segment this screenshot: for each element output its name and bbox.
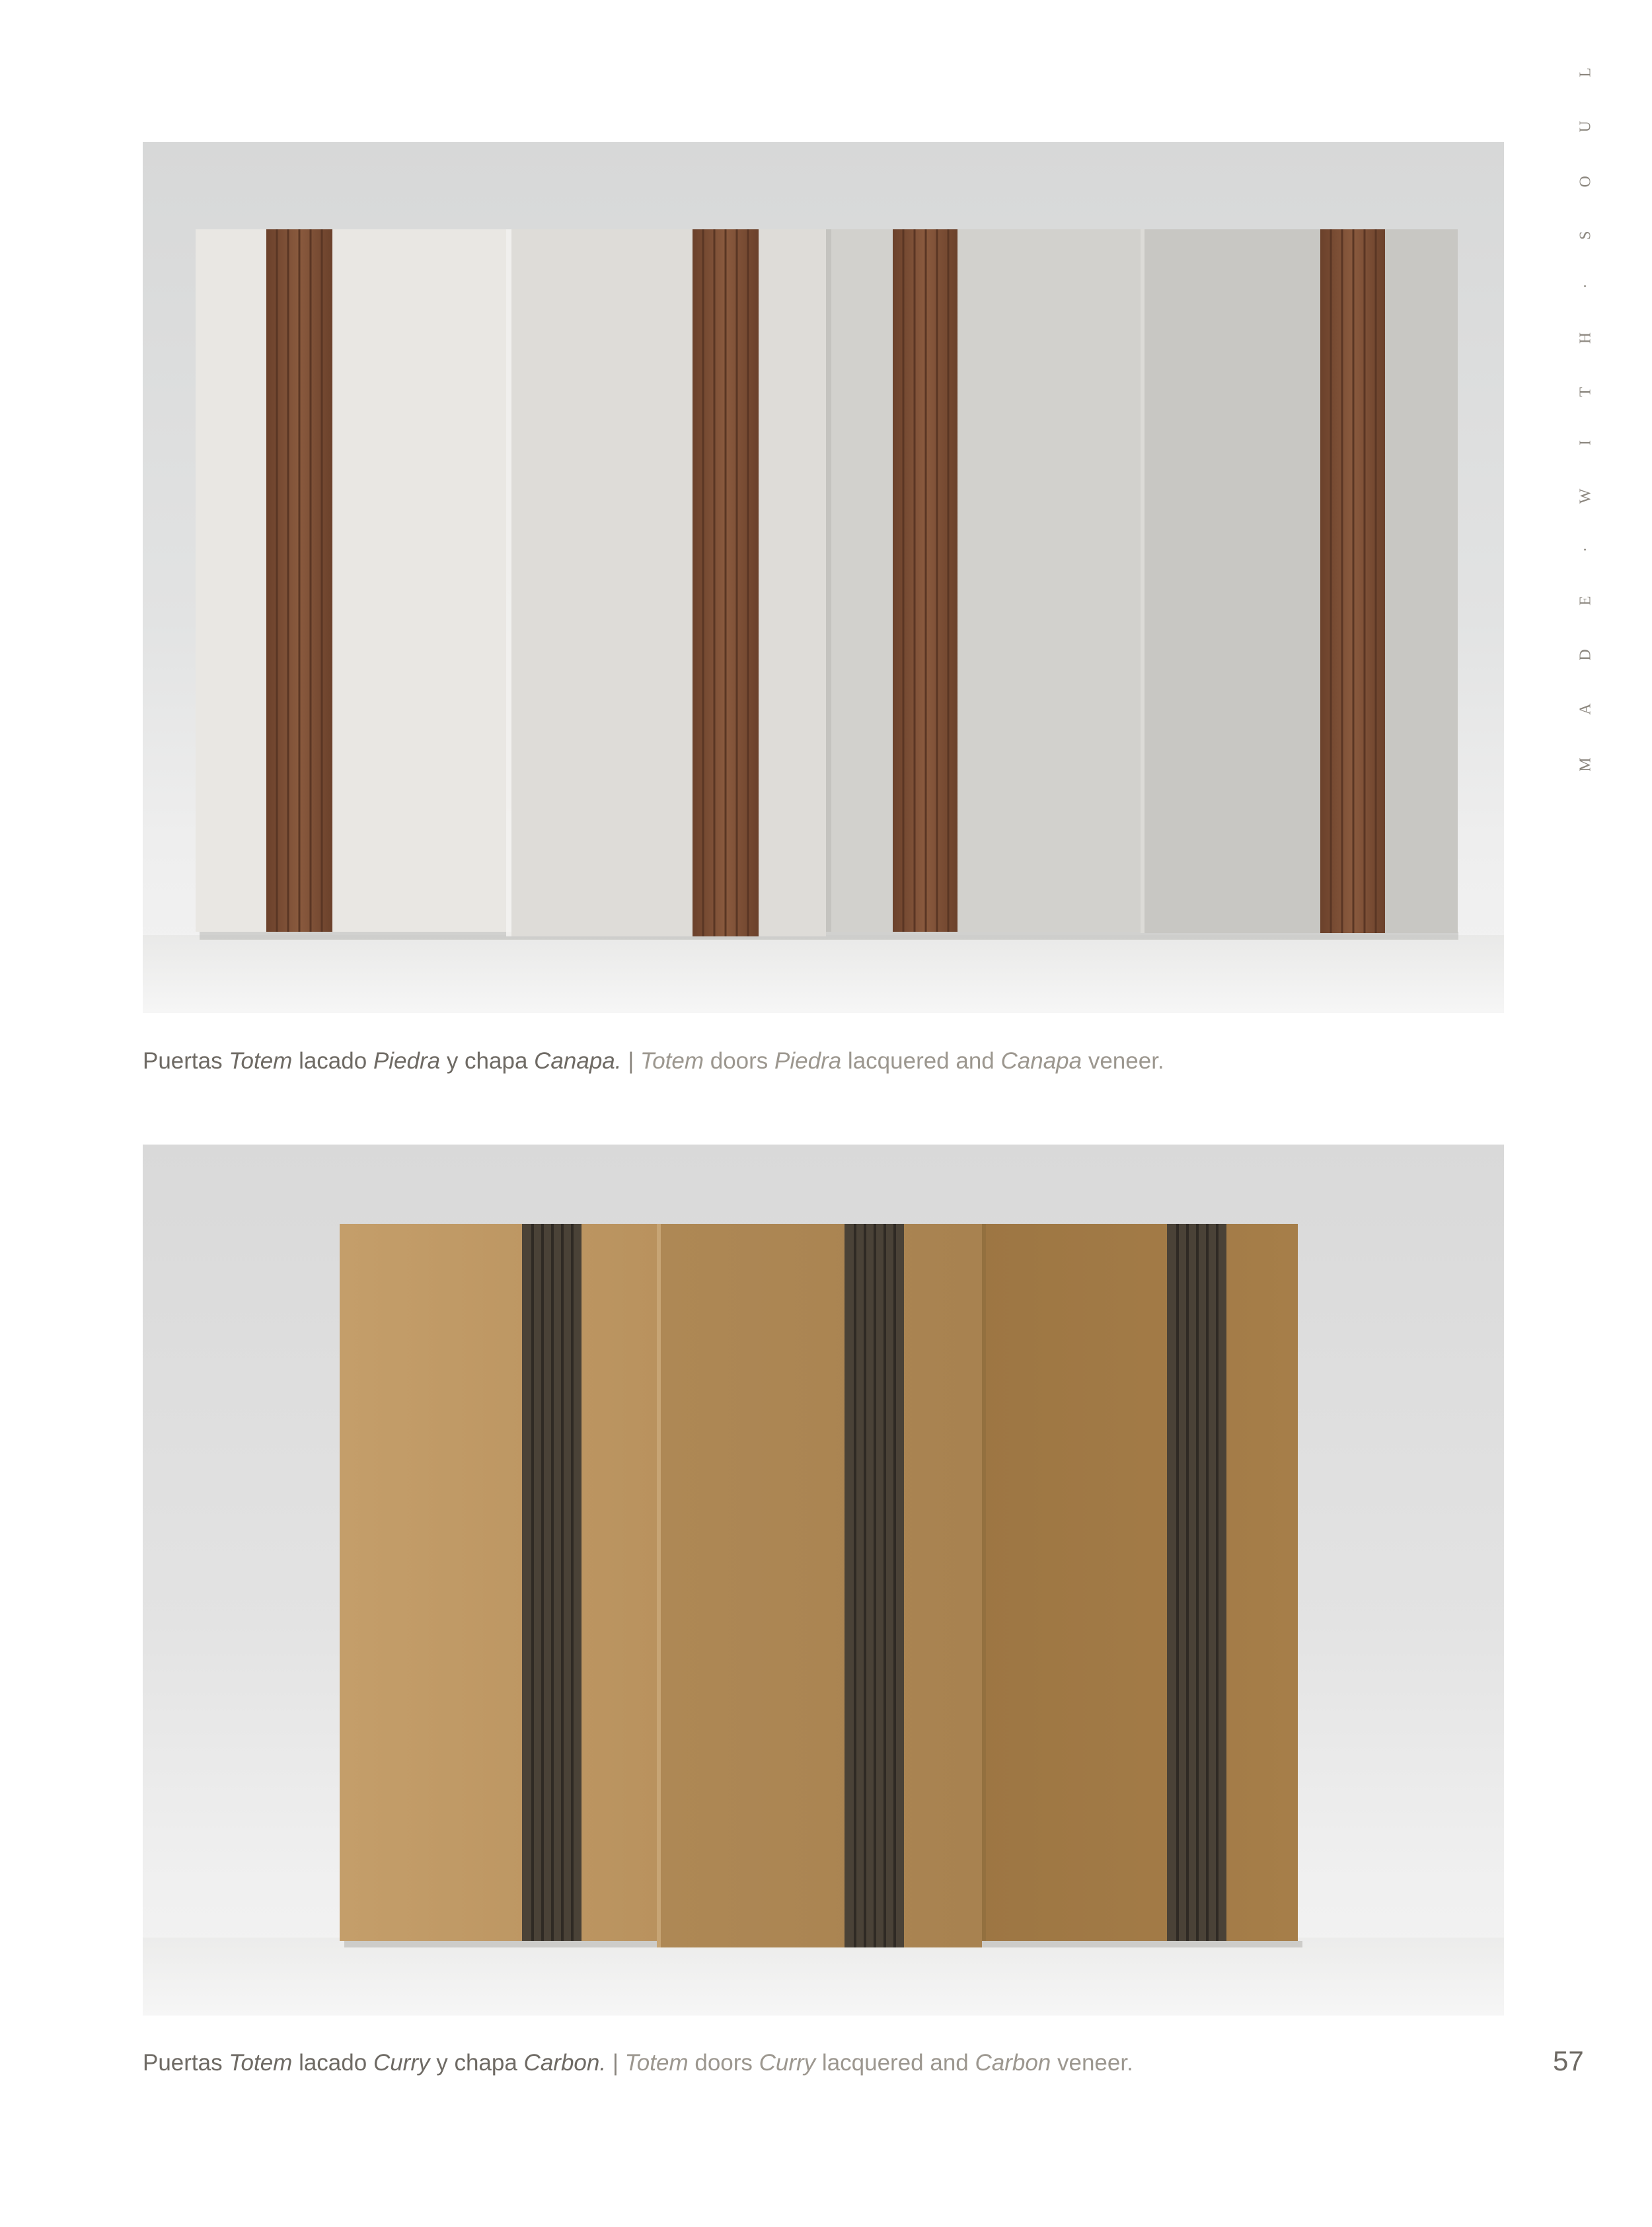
door-2 [511,229,826,936]
product-photo-curry-carbon [143,1145,1504,2016]
caption-1-spanish: Puertas Totem lacado Piedra y chapa Canapa. [143,1048,622,1074]
caption-2-spanish: Puertas Totem lacado Curry y chapa Carbon. [143,2050,607,2076]
door-2-edge [657,1224,661,1947]
photo-caption-2 [143,2049,1464,2078]
wardrobe-illustration-piedra [143,142,1504,1013]
caption-2-english: Totem doors Curry lacquered and Carbon veneer. [624,2050,1133,2076]
door-3 [830,229,1141,932]
page-number: 57 [1553,2045,1584,2076]
caption-separator: | [628,1048,634,1074]
door-2 [660,1224,982,1947]
wardrobe-illustration-curry [143,1145,1504,2016]
floor [143,935,1504,1013]
door-3-edge [982,1224,986,1941]
floor [143,1938,1504,2016]
door-4 [1141,229,1458,933]
photo-caption-1 [143,1047,1464,1076]
door-3 [982,1224,1298,1941]
caption-1-english: Totem doors Piedra lacquered and Canapa veneer. [640,1048,1164,1074]
product-photo-piedra-canapa [143,142,1504,1013]
door-2-edge [506,229,511,936]
door-1 [340,1224,660,1941]
door-4-edge [1141,229,1145,933]
vertical-tagline [1576,48,1596,772]
door-1 [196,229,506,932]
door-3-edge [826,229,831,932]
tagline-text: M A D E · W I T H · S O U L [1577,48,1595,772]
caption-separator: | [612,2050,619,2076]
